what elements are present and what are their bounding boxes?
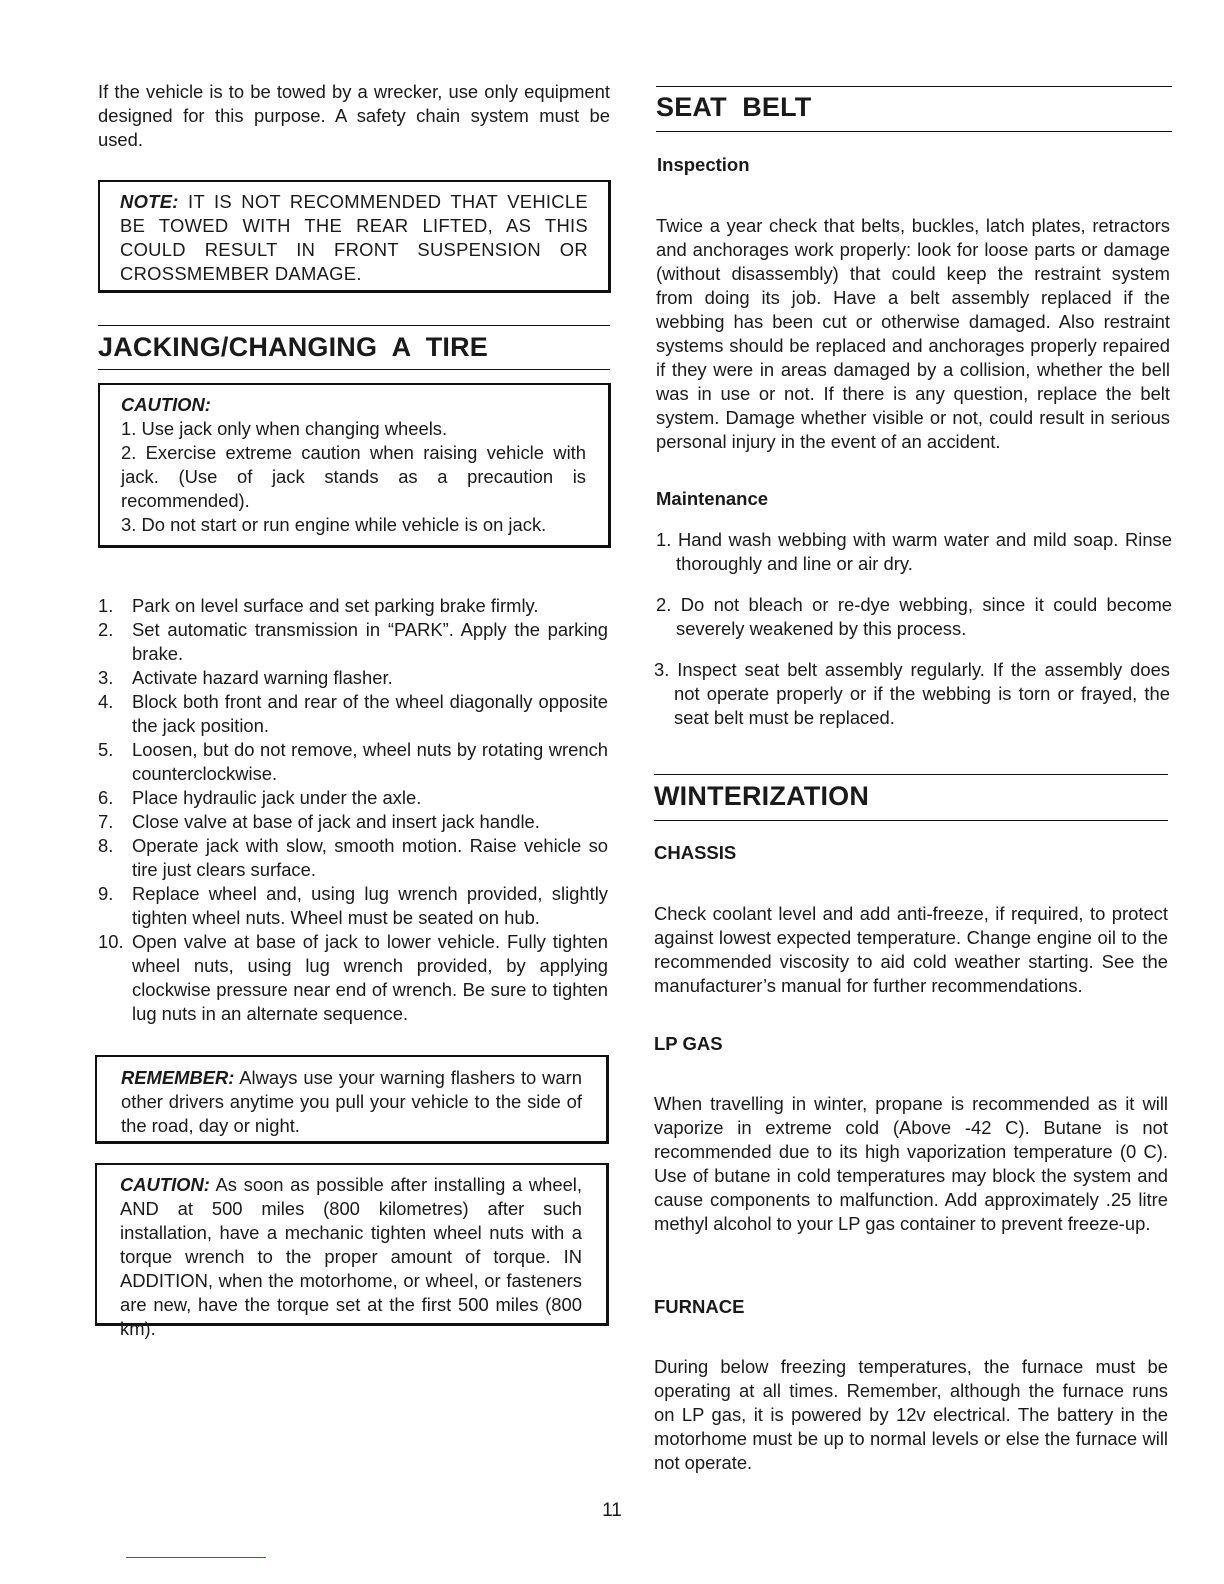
furnace-text: During below freezing temperatures, the furnace must be operating at all times. Remember, although the furnace runs on LP gas, it is powered by 12v electrical. The battery in the motorhome must be up to normal levels or else the furnace will not operate. [654,1356,1168,1473]
seatbelt-top-rule [656,86,1172,87]
list-item: 7. Close valve at base of jack and insert jack handle. [98,811,540,832]
caution-box [98,383,611,548]
list-item: 1. Hand wash webbing with warm water and mild soap. Rinse thoroughly and line or air dry. [656,529,1172,574]
chassis-text: Check coolant level and add anti-freeze, if required, to protect against lowest expected temperature. Change engine oil to the recommended viscosity to aid cold weather starting. See the manufacturer’s manual for further recommendations. [654,903,1168,996]
winterization-bottom-rule [654,820,1168,821]
page-number: 11 [602,1500,622,1521]
winterization-heading: WINTERIZATION [654,781,870,811]
caution2-lead: CAUTION: [120,1174,210,1195]
remember-box [95,1055,609,1144]
inspection-heading: Inspection [657,154,750,175]
maintenance-heading: Maintenance [656,488,769,509]
list-item: 5. Loosen, but do not remove, wheel nuts by rotating wrench counterclockwise. [98,739,608,784]
seatbelt-bottom-rule [656,131,1172,132]
remember-text: Always use your warning flashers to warn other drivers anytime you pull your vehicle to the side of the road, day or night. [121,1067,582,1136]
list-item: 10. Open valve at base of jack to lower vehicle. Fully tighten wheel nuts, using lug wrench provided, by applying clockwise pressure near end of wrench. Be sure to tighten lug nuts in an alternate sequence. [98,931,608,1024]
inspection-text: Twice a year check that belts, buckles, latch plates, retractors and anchorages work properly: look for loose parts or damage (without disassembly) that could keep the restraint system from doing its job. Have a belt assembly replaced if the webbing has been cut or otherwise damaged. Also restraint systems should be replaced and anchorages properly repaired if they were in areas damaged by a collision, whether the bell was in use or not. If there is any question, replace the belt system. Damage whether visible or not, could result in serious personal injury in the event of an accident. [656,215,1170,452]
jacking-bottom-rule [98,369,610,370]
list-item: 6. Place hydraulic jack under the axle. [98,787,422,808]
list-item: 3. Inspect seat belt assembly regularly. If the assembly does not operate properly or if the webbing is torn or frayed, the seat belt must be replaced. [654,659,1170,728]
list-item: 1. Park on level surface and set parking brake firmly. [98,595,539,616]
footer-rule [126,1557,266,1558]
jacking-steps [98,594,608,1026]
caution-lead: CAUTION: [121,394,211,415]
towing-intro: If the vehicle is to be towed by a wrecker, use only equipment designed for this purpose. A safety chain system must be used. [98,81,610,150]
furnace-heading: FURNACE [654,1296,745,1317]
note-box [98,180,611,293]
remember-lead: REMEMBER: [121,1067,235,1088]
caution-line-3: 3. Do not start or run engine while vehicle is on jack. [121,514,547,535]
caution-line-1: 1. Use jack only when changing wheels. [121,418,448,439]
list-item: 8. Operate jack with slow, smooth motion. Raise vehicle so tire just clears surface. [98,835,608,880]
jacking-top-rule [98,325,610,326]
note-lead: NOTE: [120,191,179,212]
list-item: 3. Activate hazard warning flasher. [98,667,393,688]
seatbelt-heading: SEAT BELT [656,92,812,122]
list-item: 9. Replace wheel and, using lug wrench provided, slightly tighten wheel nuts. Wheel must be seated on hub. [98,883,608,928]
caution2-box [95,1163,609,1339]
note-text: IT IS NOT RECOMMENDED THAT VEHICLE BE TOWED WITH THE REAR LIFTED, AS THIS COULD RESULT IN FRONT SUSPENSION OR CROSSMEMBER DAMAGE. [120,191,588,284]
caution-line-2: 2. Exercise extreme caution when raising vehicle with jack. (Use of jack stands as a precaution is recommended). [121,442,586,511]
list-item: 4. Block both front and rear of the wheel diagonally opposite the jack position. [98,691,608,736]
caution2-text: As soon as possible after installing a wheel, AND at 500 miles (800 kilometres) after such installation, have a mechanic tighten wheel nuts with a torque wrench to the proper amount of torque. IN ADDITION, when the motorhome, or wheel, or fasteners are new, have the torque set at the first 500 miles (800 km). [120,1174,582,1339]
list-item: 2. Set automatic transmission in “PARK”. Apply the parking brake. [98,619,608,664]
chassis-heading: CHASSIS [654,842,737,863]
winterization-top-rule [654,774,1168,775]
list-item: 2. Do not bleach or re-dye webbing, since it could become severely weakened by this process. [656,594,1172,639]
lpgas-heading: LP GAS [654,1033,723,1054]
lpgas-text: When travelling in winter, propane is recommended as it will vaporize in extreme cold (Above -42 C). Butane is not recommended due to its high vaporization temperature (0 C). Use of butane in cold temperatures may block the system and cause components to malfunction. Add approximately .25 litre methyl alcohol to your LP gas container to prevent freeze-up. [654,1093,1168,1234]
jacking-heading: JACKING/CHANGING A TIRE [98,332,489,362]
